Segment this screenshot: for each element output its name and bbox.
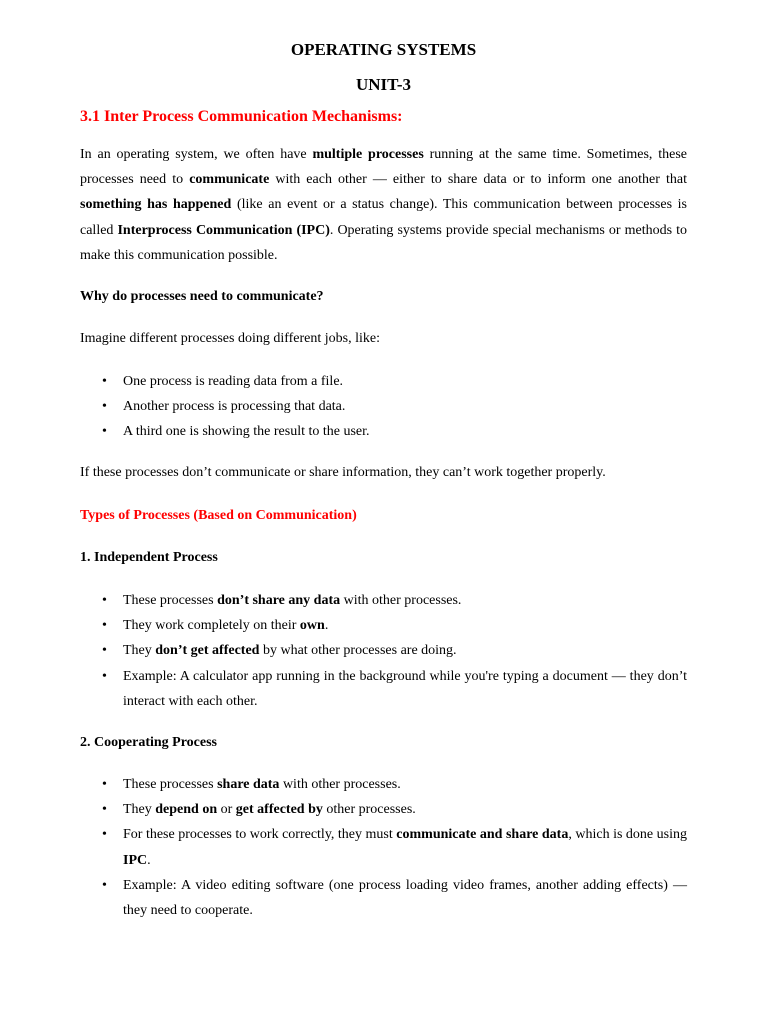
bullet-icon: • — [102, 399, 107, 415]
bullet-icon: • — [102, 668, 107, 684]
list-item: • These processes share data with other processes. — [80, 772, 687, 797]
list-item: • Another process is processing that data. — [80, 394, 687, 419]
list-item: • They don’t get affected by what other processes are doing. — [80, 638, 687, 663]
if-these-paragraph: If these processes don’t communicate or share information, they can’t work together properly. — [80, 465, 606, 480]
bullet-icon: • — [102, 424, 107, 440]
bullet-icon: • — [102, 877, 107, 893]
types-heading: Types of Processes (Based on Communication) — [80, 508, 357, 523]
independent-process-heading: 1. Independent Process — [80, 550, 218, 565]
list-item: • For these processes to work correctly, they must communicate and share data, which is done using IPC. — [80, 822, 687, 872]
list-item: • A third one is showing the result to the user. — [80, 419, 687, 444]
bullet-icon: • — [102, 643, 107, 659]
bullet-icon: • — [102, 618, 107, 634]
bullet-icon: • — [102, 802, 107, 818]
independent-list — [80, 588, 687, 714]
list-item: • These processes don’t share any data with other processes. — [80, 588, 687, 613]
list-item: • They depend on or get affected by other processes. — [80, 797, 687, 822]
bullet-icon: • — [102, 374, 107, 389]
unit-title: UNIT-3 — [355, 75, 412, 94]
bullet-icon: • — [102, 827, 107, 843]
list-item: • Example: A video editing software (one process loading video frames, another adding effects) — they need to cooperate. — [80, 873, 687, 923]
cooperating-list — [80, 772, 687, 923]
cooperating-process-heading: 2. Cooperating Process — [80, 735, 217, 750]
why-heading: Why do processes need to communicate? — [80, 289, 324, 304]
jobs-list — [80, 369, 687, 445]
list-item: • They work completely on their own. — [80, 613, 687, 638]
bullet-icon: • — [102, 777, 107, 792]
list-item: • Example: A calculator app running in the background while you're typing a document — they don’t interact with each other. — [80, 664, 687, 714]
list-item: • One process is reading data from a file. — [80, 369, 687, 394]
imagine-paragraph: Imagine different processes doing different jobs, like: — [80, 331, 381, 346]
bullet-icon: • — [102, 593, 107, 608]
document-title: OPERATING SYSTEMS — [290, 40, 477, 59]
intro-paragraph: In an operating system, we often have multiple processes running at the same time. Sometimes, these processes need to communicate with each other — either to share data or to inform one another that something has happened (like an event or a status change). This communication between processes is called Interprocess Communication (IPC). Operating systems provide special mechanisms or methods to make this communication possible. — [80, 147, 688, 263]
section-heading: 3.1 Inter Process Communication Mechanisms: — [80, 108, 403, 125]
